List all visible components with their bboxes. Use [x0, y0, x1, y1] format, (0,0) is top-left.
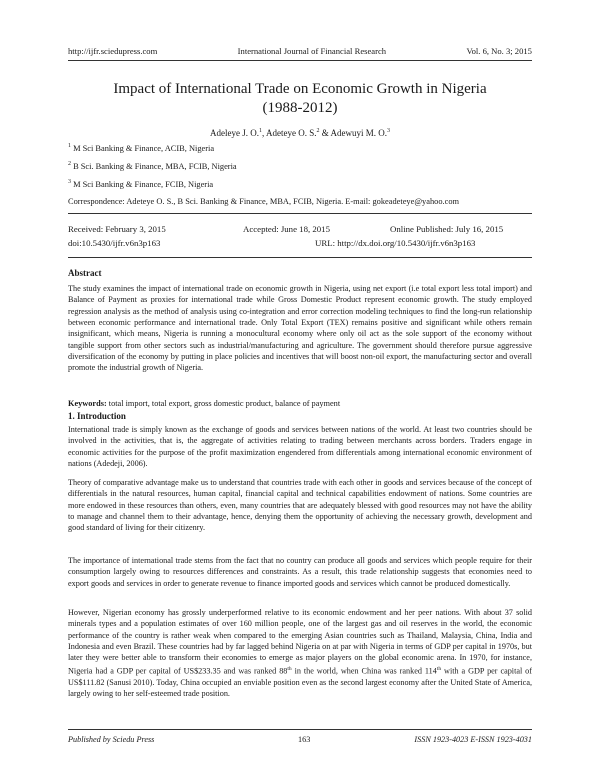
intro-p4-part-c: with a GDP per capital of US$111.82 (Sanusi 2010). Today, China occupied an enviable position even as the second largest economy after the United State of America, largely owing to her self-esteemed trade position. [68, 666, 533, 699]
journal-url[interactable]: http://ijfr.sciedupress.com [68, 46, 158, 56]
meta-rule-bottom [68, 257, 532, 258]
header-rule [68, 60, 532, 61]
abstract-paragraph: The study examines the impact of international trade on economic growth in Nigeria, using net export (i.e total export less total import) and Balance of Payment as proxies for international trade while Gross Domestic Product represent economic growth. The study employed regression analysis as the method of analysis using co-integration and error correction modeling techniques to find the long-run relationship between economic performance and international trade. Only Total Export (TEX) remains positive and significant while others remain insignificant, which means, Nigeria is running a monocultural economy where only oil act as the sole support of the economy without tangible support from other sectors such as industrial/manufacturing and agriculture. The government should therefore pursue aggressive diversification of the economy by putting in place policies and incentives that will boost non-oil export, the manufacturing sector and overall promote the industrial growth of Nigeria. [68, 284, 532, 373]
running-header [68, 46, 532, 58]
affiliation-1 [68, 143, 214, 153]
author-sep-1: , [261, 128, 266, 138]
affiliation-3-sup: 3 [68, 179, 71, 185]
keywords [68, 399, 532, 408]
author-1: Adeleye J. O. [209, 128, 259, 138]
publisher: Published by Sciedu Press [68, 735, 155, 744]
intro-paragraph-4 [68, 607, 532, 699]
author-2-sup: 2 [316, 128, 320, 134]
paper-title [68, 80, 532, 118]
correspondence: Correspondence: Adeteye O. S., B Sci. Banking & Finance, MBA, FCIB, Nigeria. E-mail: gokeadeteye@yahoo.com [68, 197, 460, 206]
doi: doi:10.5430/ijfr.v6n3p163 [68, 238, 161, 248]
keywords-text: total import, total export, gross domestic product, balance of payment [106, 399, 341, 408]
intro-p4-sup-1: th [287, 665, 292, 672]
footer-rule [68, 729, 532, 730]
affiliation-1-sup: 1 [68, 143, 71, 149]
intro-p2-text: Theory of comparative advantage make us to understand that countries trade with each other in goods and services because of the concept of differentials in the natural resources, human capital, financial capital and technical capabilities endowment of nations. Some countries are more endowed in these resources than others, even, many countries that are adequately blessed with good resources may not have the ability to manage and channel them to their advantage, hence, denying them the opportunity of achieving the necessary growth, development and good standard of living for their citizenry. [68, 478, 532, 533]
intro-p4-part-a: However, Nigerian economy has grossly underperformed relative to its economic endowment and her peer nations. With about 37 solid minerals types and a population estimates of over 160 million people, one of the largest gas and oil reserves in the world, the economic performance of the country is rather weak when compared to the emerging Asian countries such as Thailand, Malaysia, China, India and Indonesia and even Brazil. These countries had by far lagged behind Nigeria on at par with Nigeria in terms of GDP per capital in 1970s, but later they were better able to transform their economies to emerge as major players on the global economic arena. In 1970, for instance, Nigeria had a GDP per capital of US$233.35 and was ranked 88 [68, 608, 532, 676]
volume-info: Vol. 6, No. 3; 2015 [466, 46, 532, 56]
affiliation-2-text: B Sci. Banking & Finance, MBA, FCIB, Nigeria [71, 161, 237, 171]
affiliation-1-text: M Sci Banking & Finance, ACIB, Nigeria [71, 143, 215, 153]
introduction-heading: 1. Introduction [68, 411, 126, 421]
page-footer [68, 735, 532, 747]
title-line-1: Impact of International Trade on Economic Growth in Nigeria [113, 81, 487, 97]
affiliation-3 [68, 179, 213, 189]
author-2: Adeteye O. S. [266, 128, 317, 138]
journal-name: International Journal of Financial Research [237, 46, 387, 56]
intro-paragraph-3 [68, 555, 532, 589]
affiliation-3-text: M Sci Banking & Finance, FCIB, Nigeria [71, 179, 214, 189]
meta-rule-top [68, 213, 532, 214]
author-3-sup: 3 [387, 128, 391, 134]
keywords-label: Keywords: [68, 399, 107, 408]
intro-paragraph-1 [68, 424, 532, 469]
received-date: Received: February 3, 2015 [68, 224, 166, 234]
issn: ISSN 1923-4023 E-ISSN 1923-4031 [414, 735, 532, 744]
author-list [68, 128, 532, 138]
abstract-text [68, 283, 532, 374]
title-line-2: (1988-2012) [262, 100, 338, 116]
intro-paragraph-2 [68, 477, 532, 534]
intro-p4-sup-2: th [436, 665, 442, 672]
page-number: 163 [298, 735, 311, 744]
published-date: Online Published: July 16, 2015 [390, 224, 504, 234]
affiliation-2-sup: 2 [68, 161, 71, 167]
intro-p4-part-b: in the world, when China was ranked 114 [291, 666, 437, 676]
intro-p3-text: The importance of international trade stems from the fact that no country can produce all goods and services which people require for their consumption largely owing to resources differences and constraints. As a result, this trade relationship suggests that economies need to export goods and services in order to generate revenue to finance imported goods and services which cannot be produced domestically. [68, 556, 532, 588]
accepted-date: Accepted: June 18, 2015 [243, 224, 330, 234]
author-sep-2: & [319, 128, 331, 138]
intro-p1-text: International trade is simply known as the exchange of goods and services between nations of the world. At least two countries should be involved in the activities, that is, the aggregate of activities relating to trading between merchants across borders. Traders engage in economic activities for the purpose of the profit maximization engendered from differentials among international economic environment of nations (Adedeji, 2006). [68, 425, 532, 469]
author-3: Adewuyi M. O. [330, 128, 388, 138]
abstract-heading: Abstract [68, 268, 102, 278]
affiliation-2 [68, 161, 237, 171]
publication-dates [68, 224, 532, 236]
author-1-sup: 1 [258, 128, 262, 134]
intro-p4-text [68, 607, 532, 699]
identifiers [68, 238, 532, 250]
doi-url[interactable]: URL: http://dx.doi.org/10.5430/ijfr.v6n3p163 [315, 238, 476, 248]
